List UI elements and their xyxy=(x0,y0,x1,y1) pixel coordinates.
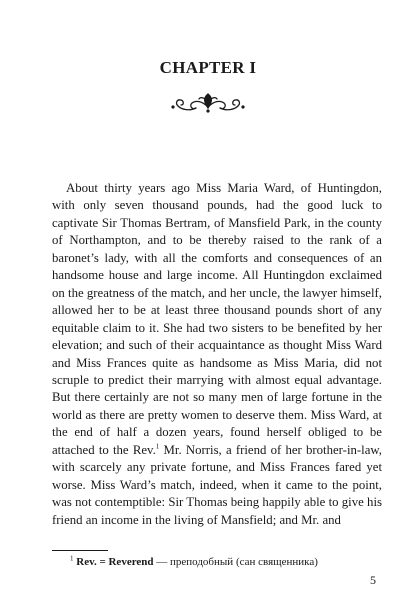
body-text-before-note: About thirty years ago Miss Maria Ward, of Huntingdon, with only seven thousand pounds, had the good luck to captivate Sir Thomas Bertram, of Mansfield Park, in the county of Northampton, and to be thereby raised to the rank of a baronet’s lady, with all the comforts and consequences of an handsome house and large income. All Huntingdon exclaimed on the greatness of the match, and her uncle, the lawyer himself, allowed her to be at least three thousand pounds short of any equitable claim to it. She had two sisters to be benefited by her elevation; and such of their acquaintance as thought Miss Ward and Miss Frances quite as handsome as Miss Maria, did not scruple to predict their marrying with almost equal advantage. But there certainly are not so many men of large fortune in the world as there are pretty women to deserve them. Miss Ward, at the end of half a dozen years, found herself obliged to be attached to the Rev. xyxy=(52,181,382,457)
chapter-title: CHAPTER I xyxy=(159,58,257,77)
footnote-number: 1 xyxy=(70,554,74,563)
body-paragraph xyxy=(52,180,382,529)
footnote-reference: 1 xyxy=(155,442,160,451)
footnote-divider xyxy=(52,550,108,551)
footnote-definition: — преподобный (сан священника) xyxy=(153,556,318,568)
footnote xyxy=(70,556,390,568)
page-number: 5 xyxy=(370,573,376,587)
floral-ornament-icon xyxy=(170,92,246,114)
footnote-term: Rev. = Reverend xyxy=(76,556,154,568)
body-text-after-note: Mr. Norris, a friend of her brother-in-law, with scarcely any private fortune, and Miss Frances fared yet worse. Miss Ward’s match, indeed, when it came to the point, was not contemptible: Sir Thomas being happily able to give his friend an income in the living of Mansfield; and Mr. and xyxy=(52,442,383,527)
